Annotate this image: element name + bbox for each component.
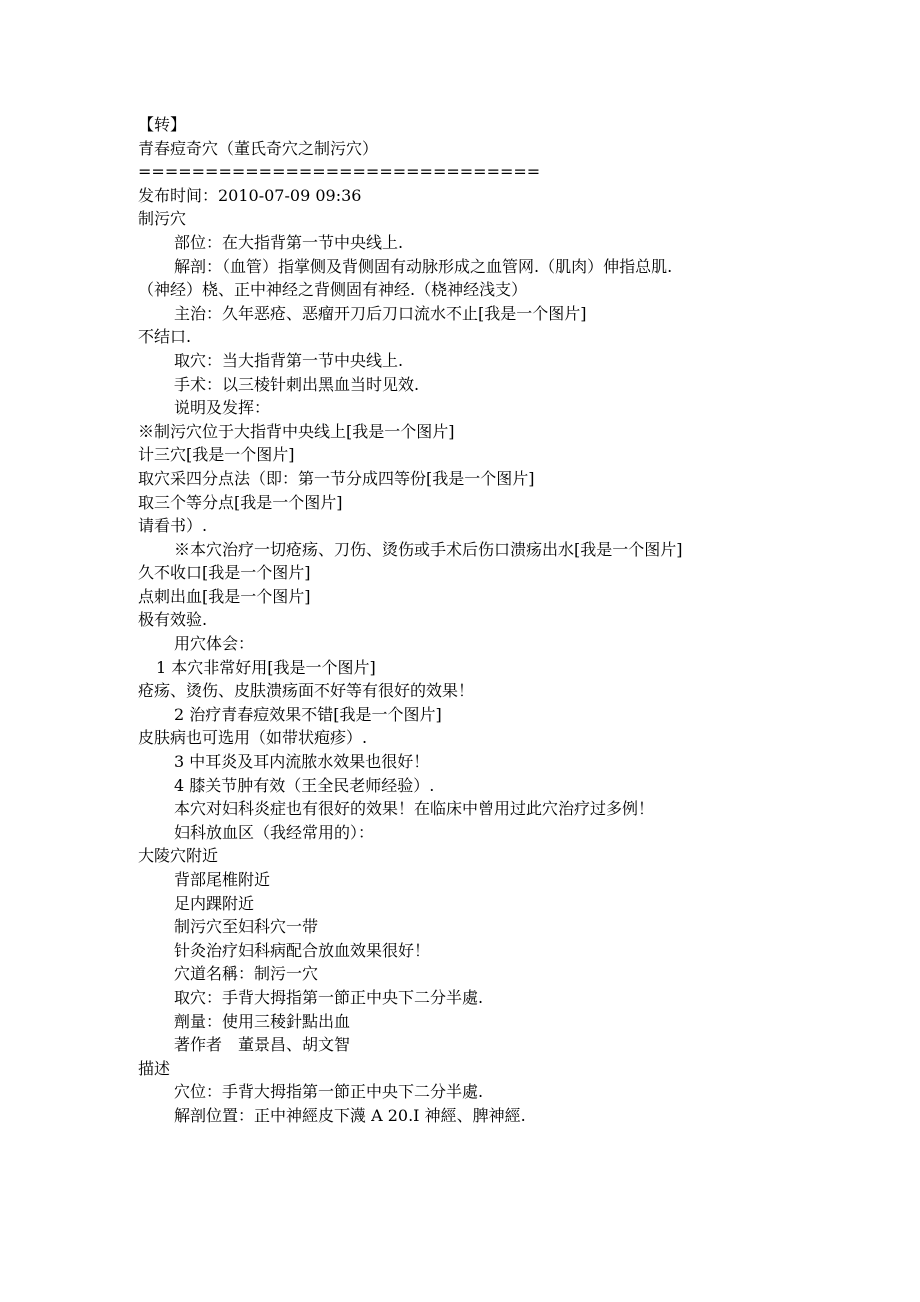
text-line: 解剖位置：正中神經皮下瀎 A 20.I 神經、脾神經.	[174, 1105, 526, 1125]
text-line: 取穴：当大指背第一节中央线上.	[174, 350, 404, 370]
text-line: 青春痘奇穴（董氏奇穴之制污穴）	[138, 138, 379, 158]
text-line: 皮肤病也可选用（如带状疱疹）.	[138, 728, 368, 748]
text-line: 解剖：（血管）指掌侧及背侧固有动脉形成之血管网.（肌肉）伸指总肌.	[174, 256, 673, 276]
text-line: 1 本穴非常好用[我是一个图片]	[156, 657, 376, 677]
text-line: 久不收口[我是一个图片]	[138, 563, 311, 583]
text-line: 【转】	[138, 115, 187, 134]
text-line: 手术：以三棱针刺出黑血当时见效.	[174, 374, 420, 394]
text-line: 描述	[138, 1058, 171, 1078]
text-line: 取三个等分点[我是一个图片]	[138, 492, 343, 512]
text-line: 2 治疗青春痘效果不错[我是一个图片]	[174, 704, 442, 724]
text-line: 极有效验.	[138, 610, 208, 630]
text-line: 请看书）.	[138, 516, 208, 536]
text-line: 计三穴[我是一个图片]	[138, 445, 295, 465]
text-line: 足内踝附近	[174, 893, 255, 913]
text-line: 大陵穴附近	[138, 846, 219, 866]
text-line: ※本穴治疗一切疮疡、刀伤、烫伤或手术后伤口溃疡出水[我是一个图片]	[174, 539, 683, 559]
document-body	[138, 113, 898, 1128]
text-line: 疮疡、烫伤、皮肤溃疡面不好等有很好的效果！	[138, 681, 475, 701]
text-line: 说明及发挥：	[174, 398, 271, 418]
text-line: （神经）桡、正中神经之背侧固有神经.（桡神经浅支）	[138, 280, 528, 300]
text-line: 著作者 董景昌、胡文智	[174, 1035, 351, 1055]
text-line: 背部尾椎附近	[174, 870, 271, 889]
text-line: 劑量：使用三稜針點出血	[174, 1011, 351, 1031]
text-line: 3 中耳炎及耳内流脓水效果也很好！	[174, 752, 430, 772]
text-line: 穴道名稱：制污一穴	[174, 964, 319, 984]
text-line: 取穴采四分点法（即：第一节分成四等份[我是一个图片]	[138, 468, 535, 488]
text-line: 部位：在大指背第一节中央线上.	[174, 232, 404, 252]
text-line: 本穴对妇科炎症也有很好的效果！在临床中曾用过此穴治疗过多例！	[174, 799, 655, 819]
text-line: 点刺出血[我是一个图片]	[138, 586, 311, 606]
text-line: 针灸治疗妇科病配合放血效果很好！	[174, 940, 431, 960]
text-line: 发布时间：2010-07-09 09:36	[138, 185, 362, 205]
text-line: 制污穴至妇科穴一带	[174, 917, 319, 937]
text-line: 制污穴	[138, 209, 187, 229]
text-line: 主治：久年恶疮、恶瘤开刀后刀口流水不止[我是一个图片]	[174, 303, 587, 323]
text-line: 不结口.	[138, 327, 192, 347]
text-line: ※制污穴位于大指背中央线上[我是一个图片]	[138, 421, 455, 441]
text-line: 妇科放血区（我经常用的）：	[174, 822, 375, 842]
text-line: ==============================	[138, 162, 541, 182]
text-line: 用穴体会：	[174, 634, 255, 654]
text-line: 穴位：手背大拇指第一節正中央下二分半處.	[174, 1082, 484, 1102]
text-line: 取穴：手背大拇指第一節正中央下二分半處.	[174, 987, 484, 1007]
text-line: 4 膝关节肿有效（王全民老师经验）.	[174, 775, 435, 795]
